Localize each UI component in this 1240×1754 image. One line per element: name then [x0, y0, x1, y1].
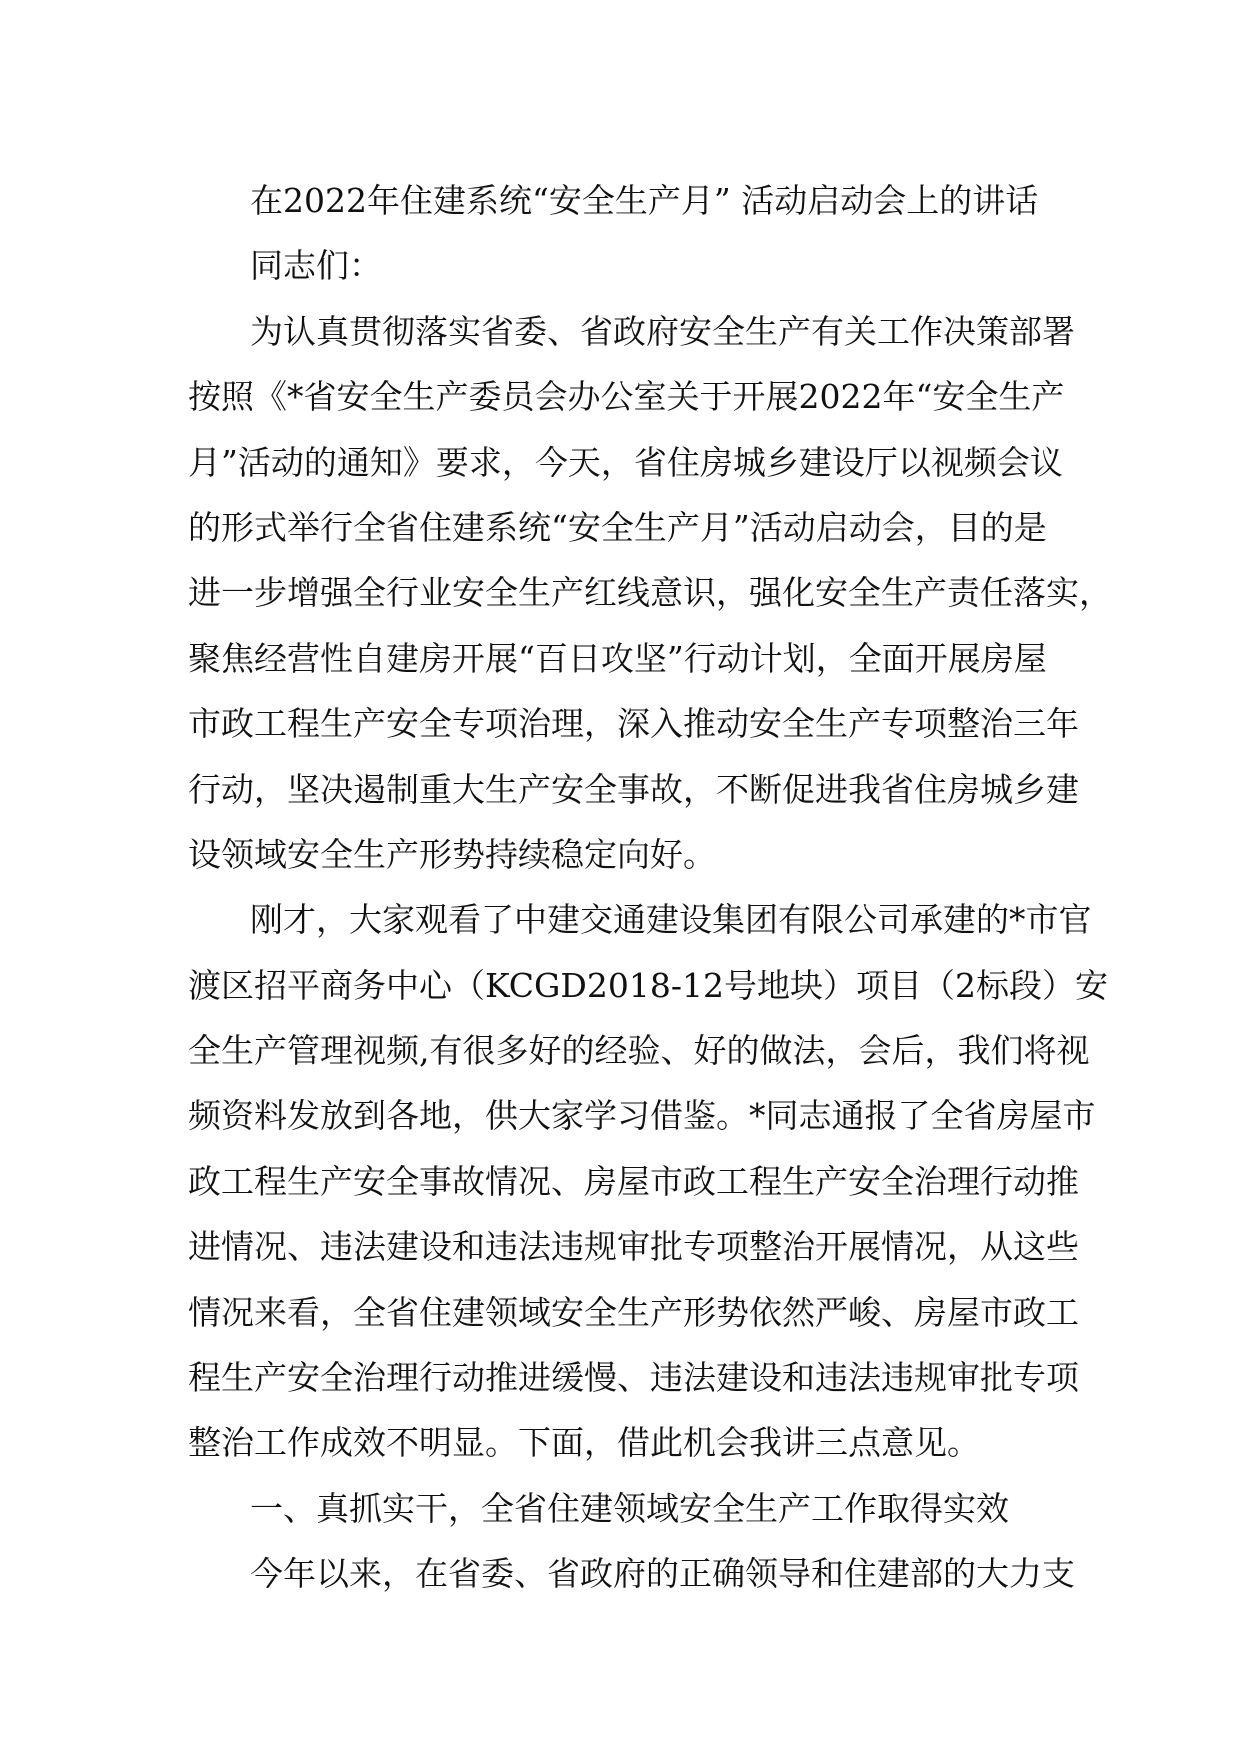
- speech-title: 在2022年住建系统“安全生产月” 活动启动会上的讲话: [250, 181, 1039, 220]
- text-line: 频资料发放到各地，供大家学习借鉴。*同志通报了全省房屋市: [188, 1096, 1096, 1136]
- text-line: 进一步增强全行业安全生产红线意识，强化安全生产责任落实，: [188, 573, 1112, 613]
- text-line: 的形式举行全省住建系统“安全生产月”活动启动会，目的是: [188, 507, 1047, 547]
- text-line: 今年以来，在省委、省政府的正确领导和住建部的大力支: [250, 1554, 1075, 1594]
- text-line: 设领域安全生产形势持续稳定向好。: [188, 834, 716, 874]
- text-line: 刚才，大家观看了中建交通建设集团有限公司承建的*市官: [250, 900, 1092, 940]
- text-line: 行动，坚决遏制重大生产安全事故，不断促进我省住房城乡建: [188, 769, 1079, 809]
- text-line: 整治工作成效不明显。下面，借此机会我讲三点意见。: [188, 1423, 980, 1463]
- text-line: 渡区招平商务中心（KCGD2018-12号地块）项目（2标段）安: [188, 965, 1108, 1005]
- text-line: 全生产管理视频,有很多好的经验、好的做法，会后，我们将视: [188, 1031, 1090, 1071]
- text-line: 市政工程生产安全专项治理，深入推动安全生产专项整治三年: [188, 704, 1079, 744]
- text-line: 聚焦经营性自建房开展“百日攻坚”行动计划，全面开展房屋: [188, 638, 1047, 678]
- speech-text: [188, 168, 1112, 1607]
- text-line: 程生产安全治理行动推进缓慢、违法建设和违法违规审批专项: [188, 1358, 1079, 1398]
- text-line: 进情况、违法建设和违法违规审批专项整治开展情况，从这些: [188, 1227, 1079, 1267]
- text-line: 按照《*省安全生产委员会办公室关于开展2022年“安全生产: [188, 377, 1065, 417]
- text-line: 为认真贯彻落实省委、省政府安全生产有关工作决策部署: [250, 311, 1075, 351]
- text-line: 月”活动的通知》要求，今天，省住房城乡建设厅以视频会议: [188, 442, 1063, 482]
- text-line: 政工程生产安全事故情况、房屋市政工程生产安全治理行动推: [188, 1161, 1079, 1201]
- text-line: 情况来看，全省住建领域安全生产形势依然严峻、房屋市政工: [188, 1292, 1079, 1332]
- section-heading: 一、真抓实干，全省住建领域安全生产工作取得实效: [250, 1488, 1009, 1528]
- salutation: 同志们：: [250, 246, 382, 286]
